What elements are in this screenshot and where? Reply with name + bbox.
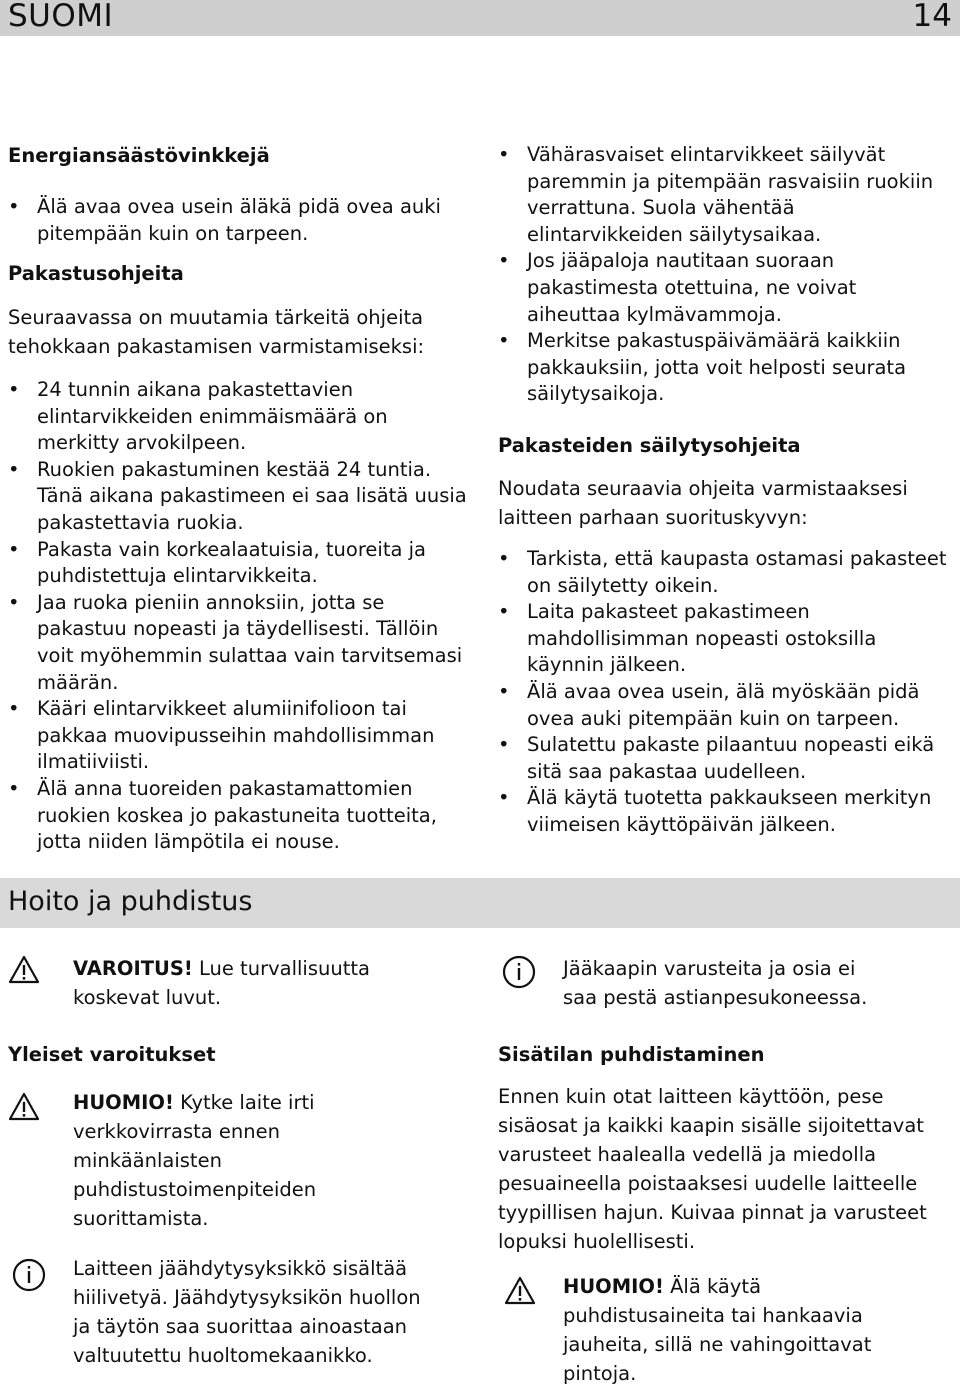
freezing-tips-block (8, 262, 470, 856)
page-number: 14 (912, 0, 952, 34)
list-item: • Älä käytä tuotetta pakkaukseen merkityn viimeisen käyttöpäivän jälkeen. (498, 785, 953, 838)
warning-text: Lue turvallisuutta koskevat luvut. (73, 957, 370, 1009)
warning-label: VAROITUS! (73, 957, 193, 980)
storage-tips-list (498, 546, 953, 839)
list-item: • Tarkista, että kaupasta ostamasi pakasteet on säilytetty oikein. (498, 546, 953, 599)
list-item: • Merkitse pakastuspäivämäärä kaikkiin pakkauksiin, jotta voit helposti seurata säilytysaikoja. (498, 328, 938, 408)
list-item: • Ruokien pakastuminen kestää 24 tuntia. Tänä aikana pakastimeen ei saa lisätä uusia pakastettavia ruokia. (8, 457, 468, 537)
unplug-caution-notice (73, 1088, 363, 1233)
list-item: • Vähärasvaiset elintarvikkeet säilyvät paremmin ja pitempään rasvaisiin ruokiin verrattuna. Suola vähentää elintarvikkeiden säilytysaikaa. (498, 142, 938, 248)
list-item: • Laita pakasteet pakastimeen mahdollisimman nopeasti ostoksilla käynnin jälkeen. (498, 599, 953, 679)
language-label: SUOMI (8, 0, 114, 34)
freezing-tips-continued (498, 142, 954, 408)
list-item: • Älä anna tuoreiden pakastamattomien ruokien koskea jo pakastuneita tuotteita, jotta niiden lämpötila ei nouse. (8, 776, 468, 856)
storage-tips-intro: Noudata seuraavia ohjeita varmistaaksesi laitteen parhaan suorituskyvyn: (498, 477, 908, 529)
cleaning-agent-caution-notice (563, 1272, 903, 1388)
list-item: • Älä avaa ovea usein, älä myöskään pidä ovea auki pitempään kuin on tarpeen. (498, 679, 953, 732)
energy-tips-heading: Energiansäästövinkkejä (8, 144, 270, 167)
warning-icon (8, 1092, 40, 1122)
caution-label: HUOMIO! (563, 1275, 664, 1298)
storage-tips-block (498, 434, 954, 839)
interior-cleaning-text: Ennen kuin otat laitteen käyttöön, pese sisäosat ja kaikki kaapin sisälle sijoitettavat varusteet haalealla vedellä ja miedolla pesuaineella poistaaksesi uudelle laitteelle tyypillisen hajun. Kuivaa pinnat ja varusteet lopuksi huolellisesti. (498, 1085, 927, 1253)
list-item: • Pakasta vain korkealaatuisia, tuoreita ja puhdistettuja elintarvikkeita. (8, 537, 468, 590)
freezing-tips-list (8, 377, 468, 856)
info-icon (12, 1258, 46, 1292)
hydrocarbon-info-notice: Laitteen jäähdytysyksikkö sisältää hiilivetyä. Jäähdytysyksikön huollon ja täytön saa suorittaa ainoastaan valtuutettu huoltomekaanikko. (73, 1257, 421, 1367)
interior-cleaning-heading: Sisätilan puhdistaminen (498, 1043, 765, 1066)
caution-text: Älä käytä puhdistusaineita tai hankaavia jauheita, sillä ne vahingoittavat pintoja. (563, 1275, 872, 1385)
list-item: • Jos jääpaloja nautitaan suoraan pakastimesta otettuina, ne voivat aiheuttaa kylmävammoja. (498, 248, 938, 328)
dishwasher-info-notice: Jääkaapin varusteita ja osia ei saa pestä astianpesukoneessa. (563, 957, 868, 1009)
warning-notice (73, 954, 403, 1012)
info-icon (502, 955, 536, 989)
storage-tips-heading: Pakasteiden säilytysohjeita (498, 434, 801, 457)
warning-icon (504, 1276, 536, 1306)
list-item: • Sulatettu pakaste pilaantuu nopeasti eikä sitä saa pakastaa uudelleen. (498, 732, 953, 785)
section-header-bar (0, 878, 960, 928)
energy-tips-block (8, 144, 470, 247)
freezing-tips-heading: Pakastusohjeita (8, 262, 184, 285)
energy-tips-list (8, 194, 448, 247)
list-item: • Jaa ruoka pieniin annoksiin, jotta se pakastuu nopeasti ja täydellisesti. Tällöin voit myöhemmin sulattaa vain tarvitsemasi määrän. (8, 590, 468, 696)
list-item: • 24 tunnin aikana pakastettavien elintarvikkeiden enimmäismäärä on merkitty arvokilpeen. (8, 377, 468, 457)
page-header (0, 0, 960, 36)
freezing-tips-intro: Seuraavassa on muutamia tärkeitä ohjeita tehokkaan pakastamisen varmistamiseksi: (8, 306, 425, 358)
warning-icon (8, 955, 40, 985)
general-warnings-heading: Yleiset varoitukset (8, 1043, 216, 1066)
section-title: Hoito ja puhdistus (8, 886, 253, 917)
list-item: • Älä avaa ovea usein äläkä pidä ovea auki pitempään kuin on tarpeen. (8, 194, 448, 247)
caution-label: HUOMIO! (73, 1091, 174, 1114)
caution-text: Kytke laite irti verkkovirrasta ennen minkäänlaisten puhdistustoimenpiteiden suorittamista. (73, 1091, 317, 1230)
freezing-tips-list-continued (498, 142, 938, 408)
list-item: • Kääri elintarvikkeet alumiinifolioon tai pakkaa muovipusseihin mahdollisimman ilmatiiviisti. (8, 696, 468, 776)
